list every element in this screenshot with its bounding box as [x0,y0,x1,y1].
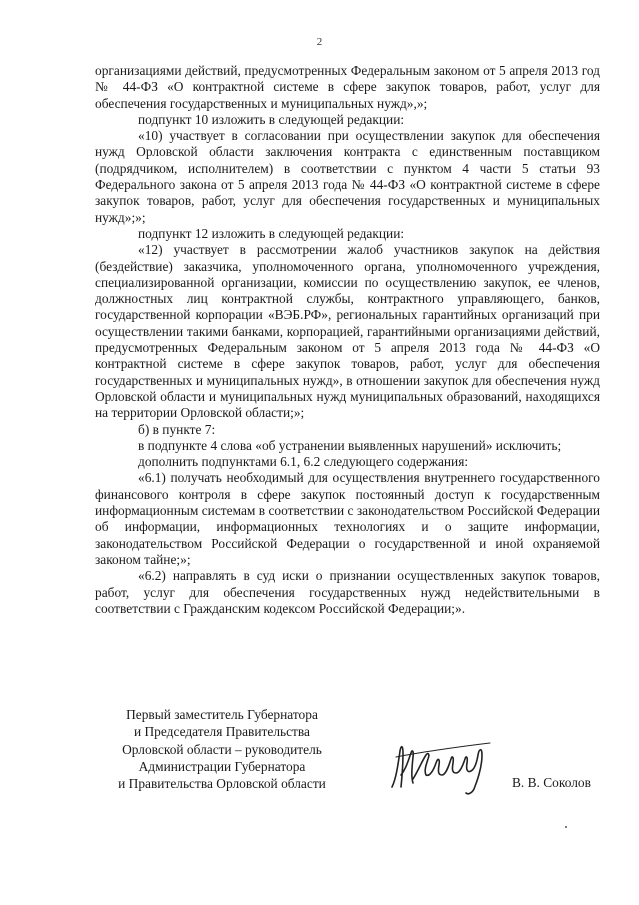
signatory-title-line: и Председателя Правительства [134,724,310,740]
paragraph-2: подпункт 10 изложить в следующей редакции: [138,111,405,127]
paragraph-1: организациями действий, предусмотренных Федеральным законом от 5 апреля 2013 год № 44-ФЗ «О контрактной системе в сфере закупок товаров, работ, услуг для обеспечения государственных и муниципальных нужд»,»; [95,63,600,111]
page-number: 2 [316,36,323,48]
handwritten-signature [386,735,502,799]
paragraph-6: б) в пункте 7: [138,421,216,437]
paragraph-4: подпункт 12 изложить в следующей редакции: [138,225,405,241]
paragraph-10: «6.2) направлять в суд иски о признании осуществленных закупок товаров, работ, услуг для обеспечения государственных нужд недействительными в соответствии с Гражданским кодексом Российской Федерации;». [95,568,600,616]
paragraph-3: «10) участвует в согласовании при осуществлении закупок для обеспечения нужд Орловской области заключения контракта с единственным поставщиком (подрядчиком, исполнителем) в соответствии с пунктом 4 части 5 статьи 93 Федерального закона от 5 апреля 2013 года № 44-ФЗ «О контрактной системе в сфере закупок товаров, работ, услуг для обеспечения государственных и муниципальных нужд»;»; [95,128,600,225]
signatory-title-line: Орловской области – руководитель [122,741,322,757]
paragraph-8: дополнить подпунктами 6.1, 6.2 следующего содержания: [138,454,469,470]
signatory-name: В. В. Соколов [512,775,591,790]
paragraph-5: «12) участвует в рассмотрении жалоб участников закупок на действия (бездействие) заказчика, уполномоченного органа, уполномоченного учреждения, специализированной организации, комиссии по осуществлению закупок, ее членов, должностных лиц контрактной службы, контрактного управляющего, банков, государственной корпорации «ВЭБ.РФ», региональных гарантийных организаций при осуществлении такими банками, корпорацией, гарантийными организациями действий, предусмотренных Федеральным законом от 5 апреля 2013 года № 44-ФЗ «О контрактной системе в сфере закупок товаров, работ, услуг для обеспечения государственных и муниципальных нужд», в отношении закупок для обеспечения нужд Орловской области и муниципальных нужд муниципальных образований, находящихся на территории Орловской области;»; [95,242,600,421]
signatory-title [88,706,356,792]
signatory-title-line: Администрации Губернатора [138,758,306,774]
body-text [95,63,600,617]
paragraph-9: «6.1) получать необходимый для осуществления внутреннего государственного финансового контроля в сфере закупок постоянный доступ к государственным информационным системам в соответствии с законодательством Российской Федерации об информации, информационных технологиях и о защите информации, законодательством Российской Федерации о государственной и иной охраняемой законом тайне;»; [95,470,600,567]
signatory-title-line: Первый заместитель Губернатора [126,707,318,722]
scan-speck [565,826,567,828]
signatory-title-line: и Правительства Орловской области [118,776,326,792]
paragraph-7: в подпункте 4 слова «об устранении выявленных нарушений» исключить; [138,437,562,453]
